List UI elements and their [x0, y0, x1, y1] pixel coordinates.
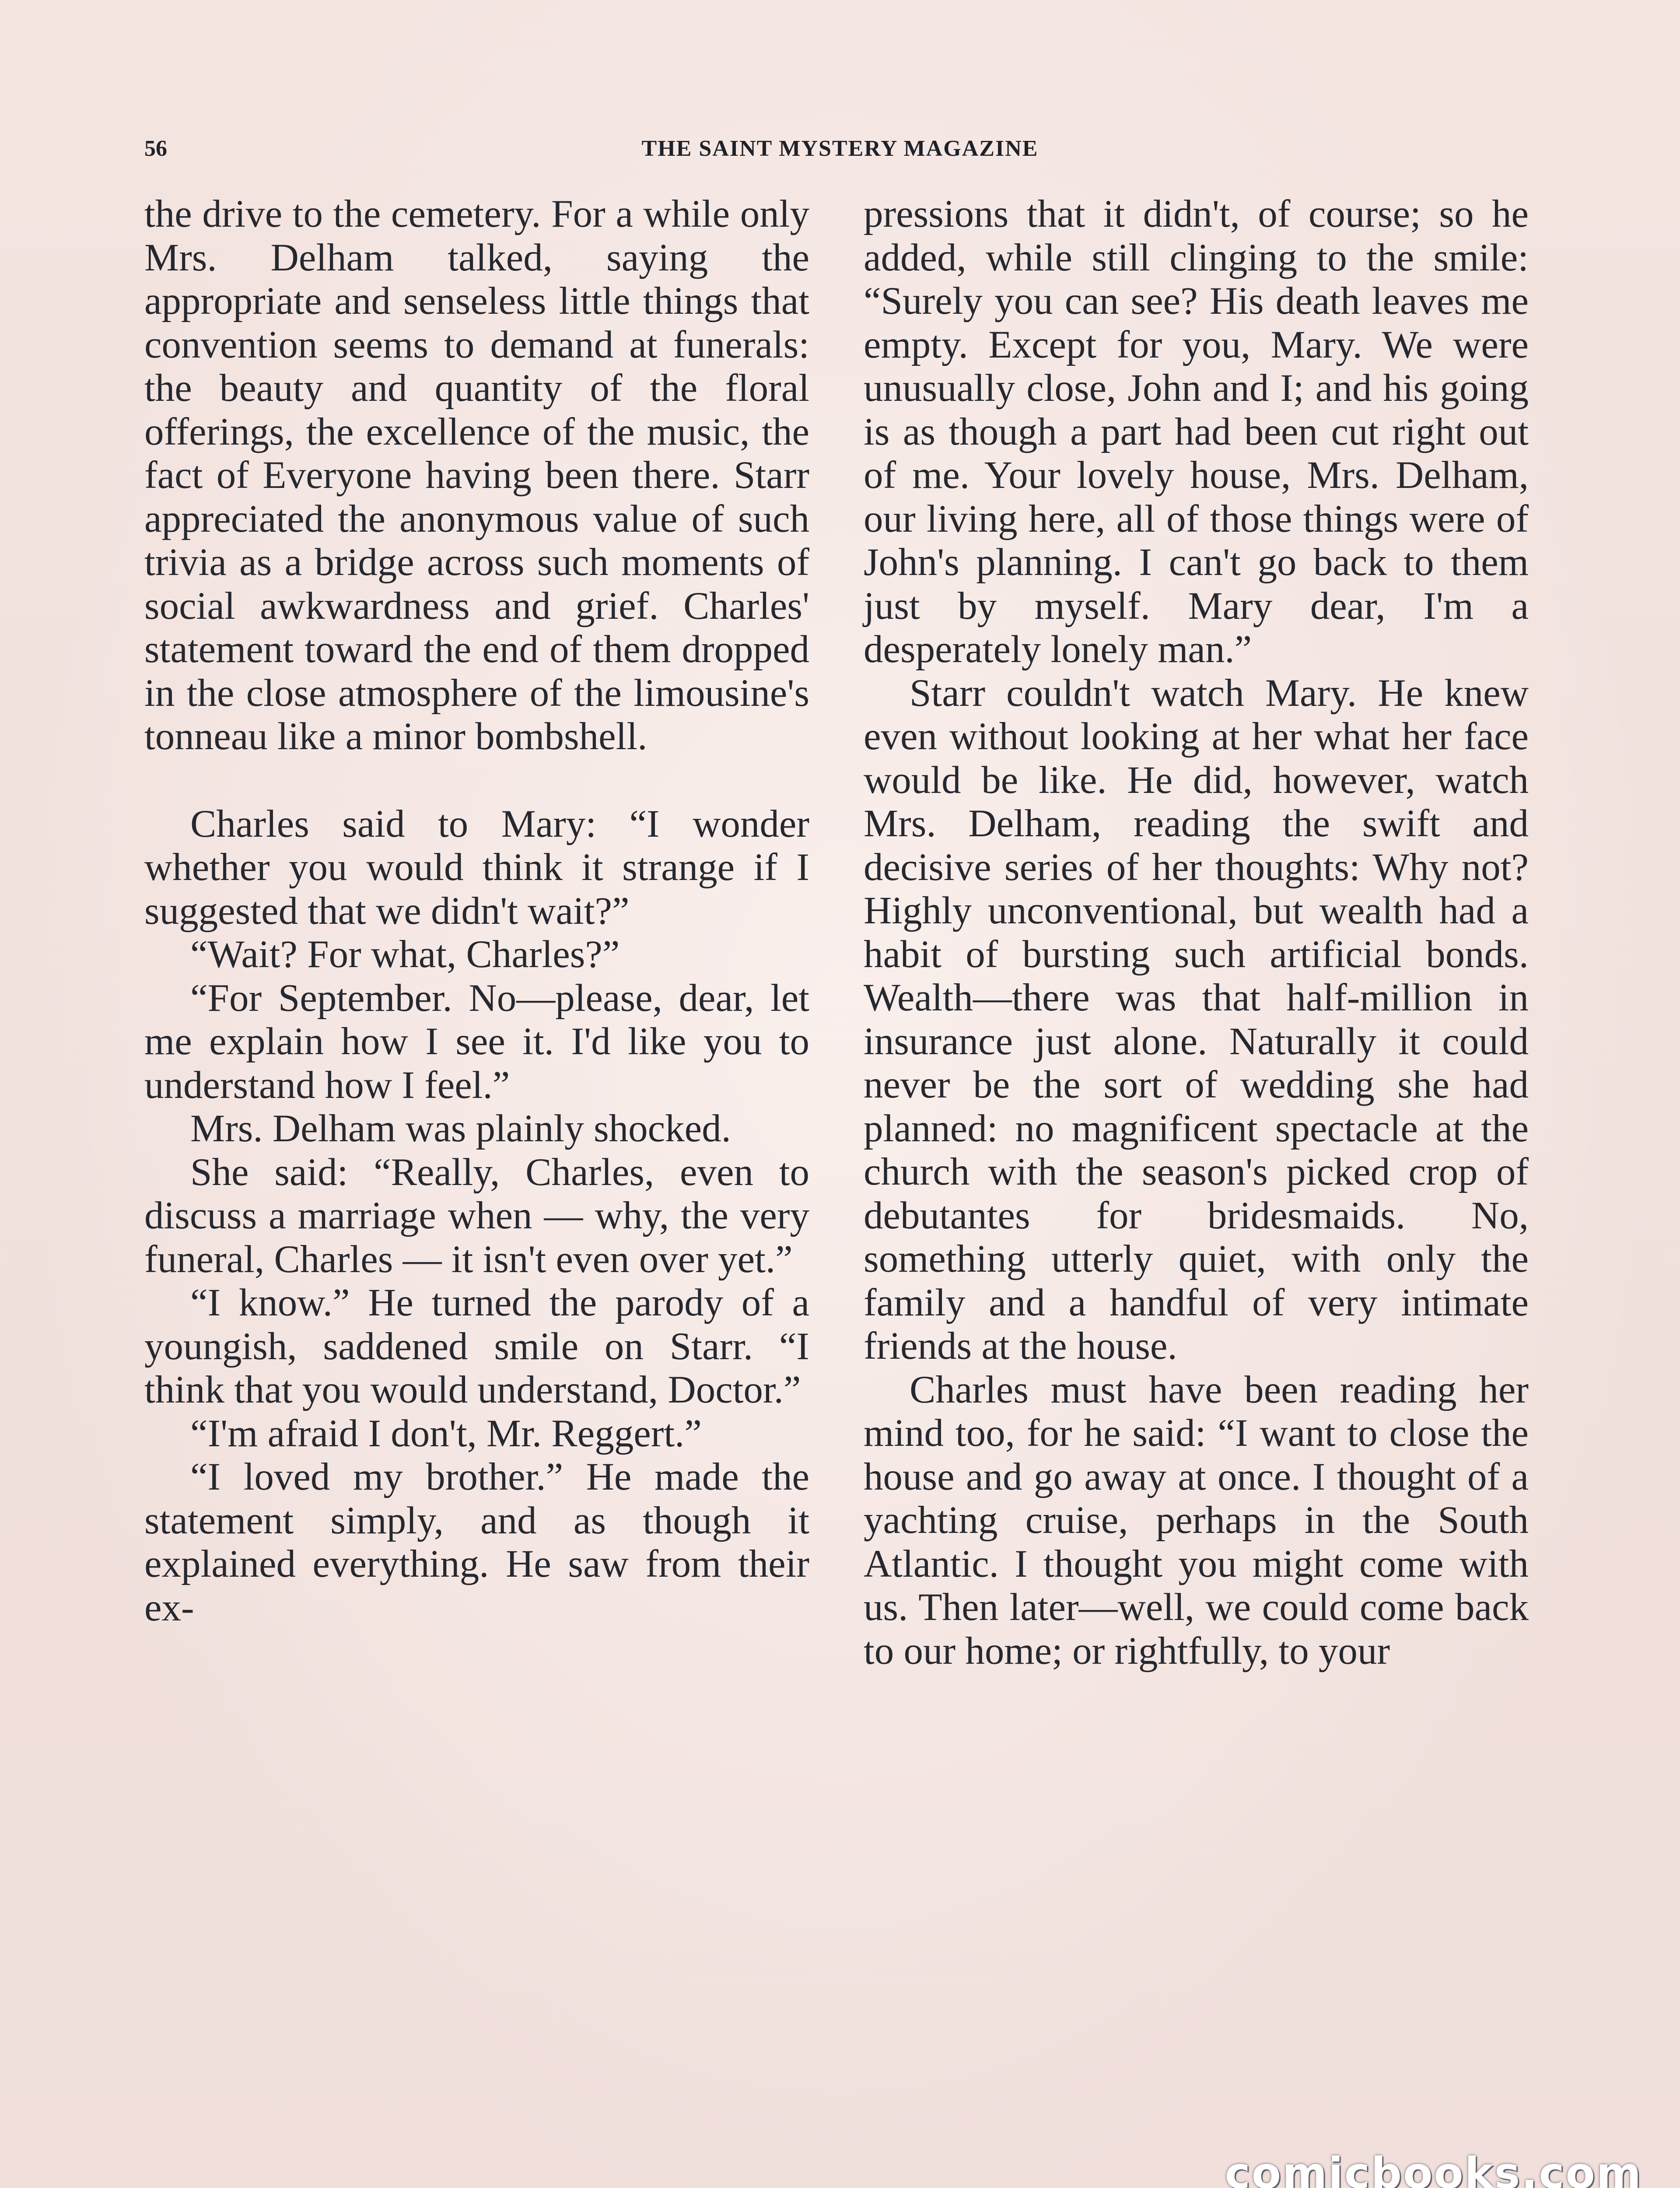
right-text-column [864, 193, 1529, 1673]
paragraph: “I'm afraid I don't, Mr. Reggert.” [190, 1412, 702, 1455]
site-watermark: comicbooks.com [1225, 2149, 1642, 2188]
page-number: 56 [144, 136, 167, 161]
paragraph: She said: “Really, Charles, even to discuss a marriage when — why, the very funeral, Charles — it isn't even over yet.” [144, 1150, 809, 1281]
left-text-column [144, 193, 809, 1630]
paragraph: pressions that it didn't, of course; so he added, while still clinging to the smile: “Surely you can see? His death leaves me empty. Except for you, Mary. We were unusually close, John and I; and his going is as though a part had been cut right out of me. Your lovely house, Mrs. Delham, our living here, all of those things were of John's planning. I can't go back to them just by myself. Mary dear, I'm a desperately lonely man.” [864, 193, 1529, 671]
paragraph: Starr couldn't watch Mary. He knew even without looking at her what her face would be like. He did, however, watch Mrs. Delham, reading the swift and decisive series of her thoughts: Why not? Highly unconventional, but wealth had a habit of bursting such artificial bonds. Wealth—there was that half-million in insurance just alone. Naturally it could never be the sort of wedding she had planned: no magnificent spectacle at the church with the season's picked crop of debutantes for bridesmaids. No, something utterly quiet, with only the family and a handful of very intimate friends at the house. [864, 671, 1529, 1368]
page-header [144, 131, 1536, 166]
paragraph: Mrs. Delham was plainly shocked. [190, 1107, 731, 1150]
paragraph: Charles must have been reading her mind too, for he said: “I want to close the house and go away at once. I thought of a yachting cruise, perhaps in the South Atlantic. I thought you might come with us. Then later—well, we could come back to our home; or rightfully, to your [864, 1368, 1529, 1673]
paragraph: Charles said to Mary: “I wonder whether you would think it strange if I suggested that we didn't wait?” [144, 802, 809, 933]
paragraph: “For September. No—please, dear, let me explain how I see it. I'd like you to understand how I feel.” [144, 976, 809, 1107]
paragraph: “Wait? For what, Charles?” [190, 933, 620, 976]
paragraph: the drive to the cemetery. For a while only Mrs. Delham talked, saying the appropriate and senseless little things that convention seems to demand at funerals: the beauty and quantity of the floral offerings, the excellence of the music, the fact of Everyone having been there. Starr appreciated the anonymous value of such trivia as a bridge across such moments of social awkwardness and grief. Charles' statement toward the end of them dropped in the close atmosphere of the limousine's tonneau like a minor bombshell. [144, 193, 809, 758]
paragraph: “I know.” He turned the parody of a youngish, saddened smile on Starr. “I think that you would understand, Doctor.” [144, 1281, 809, 1411]
running-title: THE SAINT MYSTERY MAGAZINE [641, 136, 1039, 161]
paragraph: “I loved my brother.” He made the statement simply, and as though it explained everything. He saw from their ex- [144, 1455, 809, 1629]
